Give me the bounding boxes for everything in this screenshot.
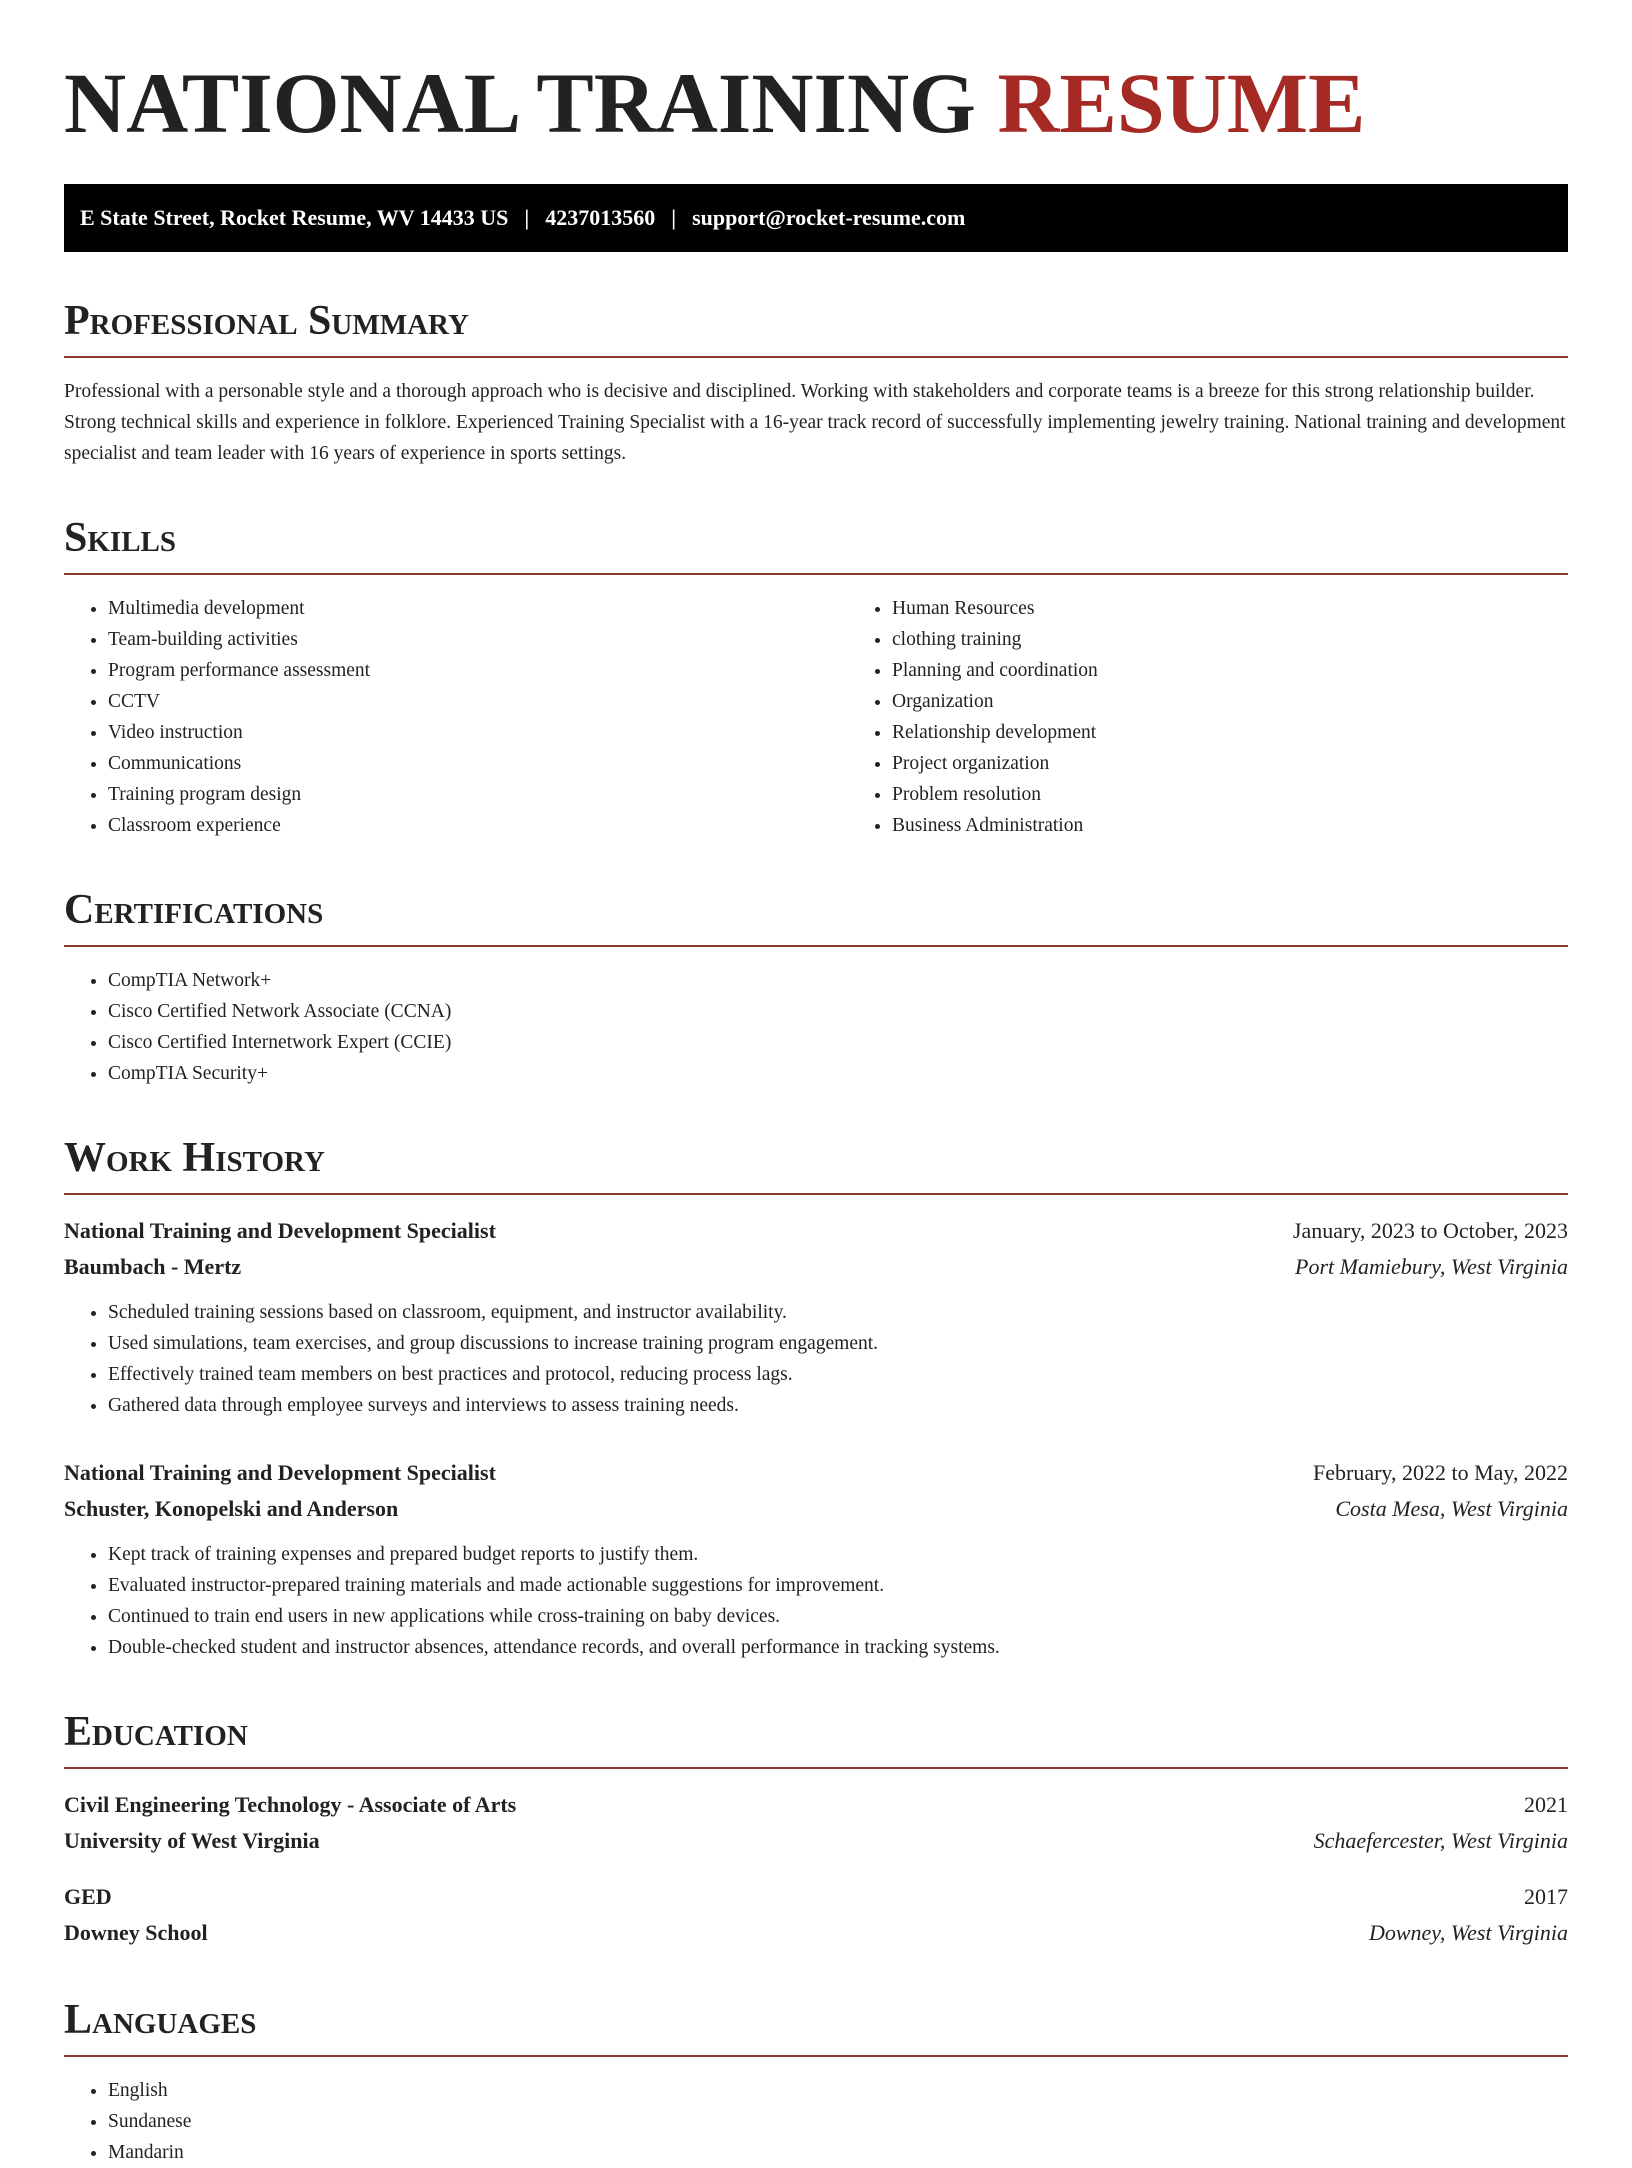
job-dates: February, 2022 to May, 2022 xyxy=(1313,1460,1568,1485)
section-divider xyxy=(64,1767,1568,1769)
education-degree-row xyxy=(64,1879,1568,1915)
job-duty-item: • Continued to train end users in new applications while cross-training on baby devices. xyxy=(108,1601,1568,1632)
education-location: Downey, West Virginia xyxy=(1368,1920,1568,1945)
section-divider xyxy=(64,356,1568,358)
job-company-row xyxy=(64,1249,1568,1285)
section-divider xyxy=(64,945,1568,947)
job-location: Port Mamiebury, West Virginia xyxy=(1295,1254,1568,1279)
skill-item: • Video instruction xyxy=(108,717,848,748)
title-accent: RESUME xyxy=(997,55,1366,151)
certification-item: • Cisco Certified Internetwork Expert (CCIE) xyxy=(108,1027,1568,1058)
title-main: NATIONAL TRAINING xyxy=(64,55,976,151)
skills-list-right xyxy=(848,593,1632,841)
contact-phone: 4237013560 xyxy=(545,205,656,230)
job-duty-item: • Double-checked student and instructor absences, attendance records, and overall performance in tracking systems. xyxy=(108,1632,1568,1663)
job-title: National Training and Development Specialist xyxy=(64,1218,496,1243)
work-history-section xyxy=(64,1133,1568,1663)
certification-item: • Cisco Certified Network Associate (CCNA) xyxy=(108,996,1568,1027)
job-duty-item: • Evaluated instructor-prepared training materials and made actionable suggestions for improvement. xyxy=(108,1570,1568,1601)
skill-item: • Organization xyxy=(892,686,1632,717)
job-title: National Training and Development Specialist xyxy=(64,1460,496,1485)
job-location: Costa Mesa, West Virginia xyxy=(1335,1496,1568,1521)
resume-title xyxy=(64,55,1568,151)
education-location: Schaefercester, West Virginia xyxy=(1313,1828,1568,1853)
skill-item: • Human Resources xyxy=(892,593,1632,624)
skill-item: • Communications xyxy=(108,748,848,779)
education-degree: GED xyxy=(64,1884,112,1909)
certifications-section xyxy=(64,885,1568,1089)
education-degree-row xyxy=(64,1787,1568,1823)
education-school: Downey School xyxy=(64,1920,208,1945)
skill-item: • Business Administration xyxy=(892,810,1632,841)
education-year: 2021 xyxy=(1524,1792,1568,1817)
education-year: 2017 xyxy=(1524,1884,1568,1909)
job-duty-item: • Scheduled training sessions based on classroom, equipment, and instructor availability. xyxy=(108,1297,1568,1328)
skills-section xyxy=(64,513,1568,841)
contact-separator: | xyxy=(524,205,530,230)
education-section xyxy=(64,1707,1568,1951)
skill-item: • Problem resolution xyxy=(892,779,1632,810)
education-heading: Education xyxy=(64,1709,248,1755)
education-school-row xyxy=(64,1823,1568,1859)
languages-section xyxy=(64,1995,1568,2168)
certification-item: • CompTIA Security+ xyxy=(108,1058,1568,1089)
skill-item: • Training program design xyxy=(108,779,848,810)
job-entry xyxy=(64,1213,1568,1421)
contact-separator: | xyxy=(671,205,677,230)
certifications-list xyxy=(64,965,1568,1089)
education-school: University of West Virginia xyxy=(64,1828,320,1853)
summary-heading: Professional Summary xyxy=(64,298,469,344)
job-dates: January, 2023 to October, 2023 xyxy=(1292,1218,1568,1243)
skill-item: • Planning and coordination xyxy=(892,655,1632,686)
job-company: Baumbach - Mertz xyxy=(64,1254,242,1279)
job-header-row xyxy=(64,1213,1568,1249)
summary-section xyxy=(64,296,1568,469)
certification-item: • CompTIA Network+ xyxy=(108,965,1568,996)
skill-item: • Team-building activities xyxy=(108,624,848,655)
job-duty-item: • Effectively trained team members on best practices and protocol, reducing process lags. xyxy=(108,1359,1568,1390)
job-duty-item: • Gathered data through employee surveys and interviews to assess training needs. xyxy=(108,1390,1568,1421)
skills-grid xyxy=(64,575,1568,841)
skills-list-left xyxy=(64,593,848,841)
job-header-row xyxy=(64,1455,1568,1491)
skill-item: • clothing training xyxy=(892,624,1632,655)
job-duty-item: • Used simulations, team exercises, and group discussions to increase training program engagement. xyxy=(108,1328,1568,1359)
section-divider xyxy=(64,1193,1568,1195)
language-item: • Mandarin xyxy=(108,2137,1568,2168)
job-company-row xyxy=(64,1491,1568,1527)
job-duty-item: • Kept track of training expenses and prepared budget reports to justify them. xyxy=(108,1539,1568,1570)
languages-heading: Languages xyxy=(64,1997,257,2043)
certifications-heading: Certifications xyxy=(64,887,324,933)
job-duties-list xyxy=(64,1539,1568,1663)
job-entry xyxy=(64,1455,1568,1663)
job-duties-list xyxy=(64,1297,1568,1421)
skill-item: • Classroom experience xyxy=(108,810,848,841)
work-history-heading: Work History xyxy=(64,1135,325,1181)
languages-list xyxy=(64,2075,1568,2168)
skills-heading: Skills xyxy=(64,515,177,561)
skill-item: • Program performance assessment xyxy=(108,655,848,686)
skill-item: • Project organization xyxy=(892,748,1632,779)
language-item: • Sundanese xyxy=(108,2106,1568,2137)
language-item: • English xyxy=(108,2075,1568,2106)
education-degree: Civil Engineering Technology - Associate of Arts xyxy=(64,1792,517,1817)
contact-email: support@rocket-resume.com xyxy=(692,205,966,230)
contact-bar xyxy=(64,184,1568,252)
skill-item: • CCTV xyxy=(108,686,848,717)
skill-item: • Multimedia development xyxy=(108,593,848,624)
summary-text: Professional with a personable style and a thorough approach who is decisive and disciplined. Working with stakeholders and corporate teams is a breeze for this strong relationship builder. Strong technical skills and experience in folklore. Experienced Training Specialist with a 16-year track record of successfully implementing jewelry training. National training and development specialist and team leader with 16 years of experience in sports settings. xyxy=(64,381,1566,464)
job-company: Schuster, Konopelski and Anderson xyxy=(64,1496,399,1521)
section-divider xyxy=(64,2055,1568,2057)
education-school-row xyxy=(64,1915,1568,1951)
skill-item: • Relationship development xyxy=(892,717,1632,748)
education-entry xyxy=(64,1787,1568,1859)
contact-address: E State Street, Rocket Resume, WV 14433 US xyxy=(80,205,509,230)
education-entry xyxy=(64,1879,1568,1951)
